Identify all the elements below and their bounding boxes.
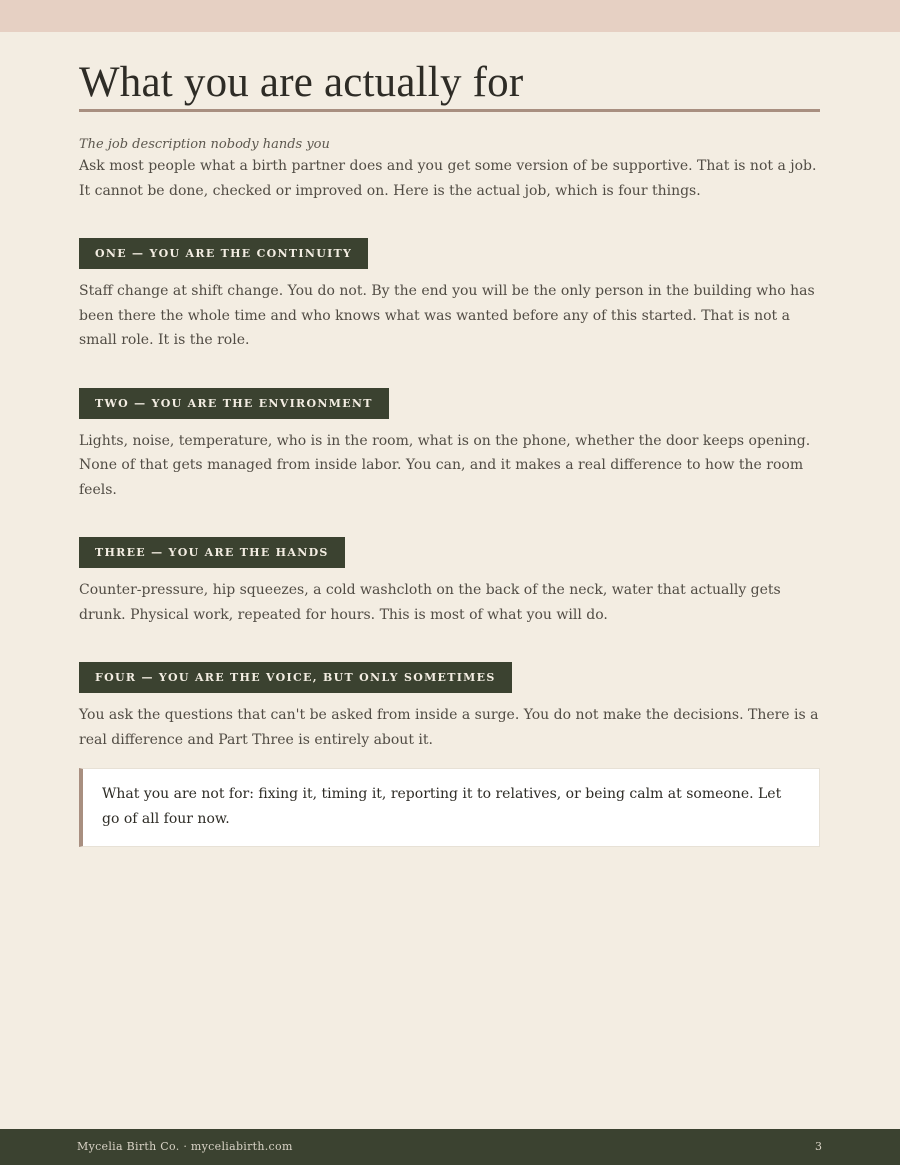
section-label: THREE — YOU ARE THE HANDS bbox=[79, 537, 345, 568]
intro-paragraph: Ask most people what a birth partner does and you get some version of be supportive. That is not a job. It cannot be done, checked or improved on. Here is the actual job, which is four things. bbox=[79, 158, 817, 199]
section-label: FOUR — YOU ARE THE VOICE, BUT ONLY SOMETIMES bbox=[79, 662, 512, 693]
section-four bbox=[79, 662, 820, 752]
page-content bbox=[79, 32, 820, 847]
title-divider bbox=[79, 109, 820, 112]
section-label: ONE — YOU ARE THE CONTINUITY bbox=[79, 238, 368, 269]
section-text: Counter-pressure, hip squeezes, a cold washcloth on the back of the neck, water that actually gets drunk. Physical work, repeated for hours. This is most of what you will do. bbox=[79, 582, 781, 623]
page-subtitle: The job description nobody hands you bbox=[79, 137, 330, 152]
section-text: Lights, noise, temperature, who is in the room, what is on the phone, whether the door keeps opening. None of that gets managed from inside labor. You can, and it makes a real difference to how the room feels. bbox=[79, 432, 811, 498]
section-text: You ask the questions that can't be asked from inside a surge. You do not make the decisions. There is a real difference and Part Three is entirely about it. bbox=[79, 707, 819, 748]
footer-brand: Mycelia Birth Co. · myceliabirth.com bbox=[77, 1140, 293, 1153]
section-one bbox=[79, 238, 820, 353]
page-footer bbox=[0, 1129, 900, 1165]
section-two bbox=[79, 388, 820, 503]
top-band bbox=[0, 0, 900, 32]
section-text: Staff change at shift change. You do not. By the end you will be the only person in the building who has been there the whole time and who knows what was wanted before any of this started. That is not a small role. It is the role. bbox=[79, 283, 815, 348]
section-three bbox=[79, 537, 820, 627]
page-title: What you are actually for bbox=[79, 59, 524, 106]
page-number: 3 bbox=[815, 1140, 822, 1153]
section-label: TWO — YOU ARE THE ENVIRONMENT bbox=[79, 388, 389, 419]
callout-box: What you are not for: fixing it, timing it, reporting it to relatives, or being calm at someone. Let go of all four now. bbox=[79, 768, 820, 847]
